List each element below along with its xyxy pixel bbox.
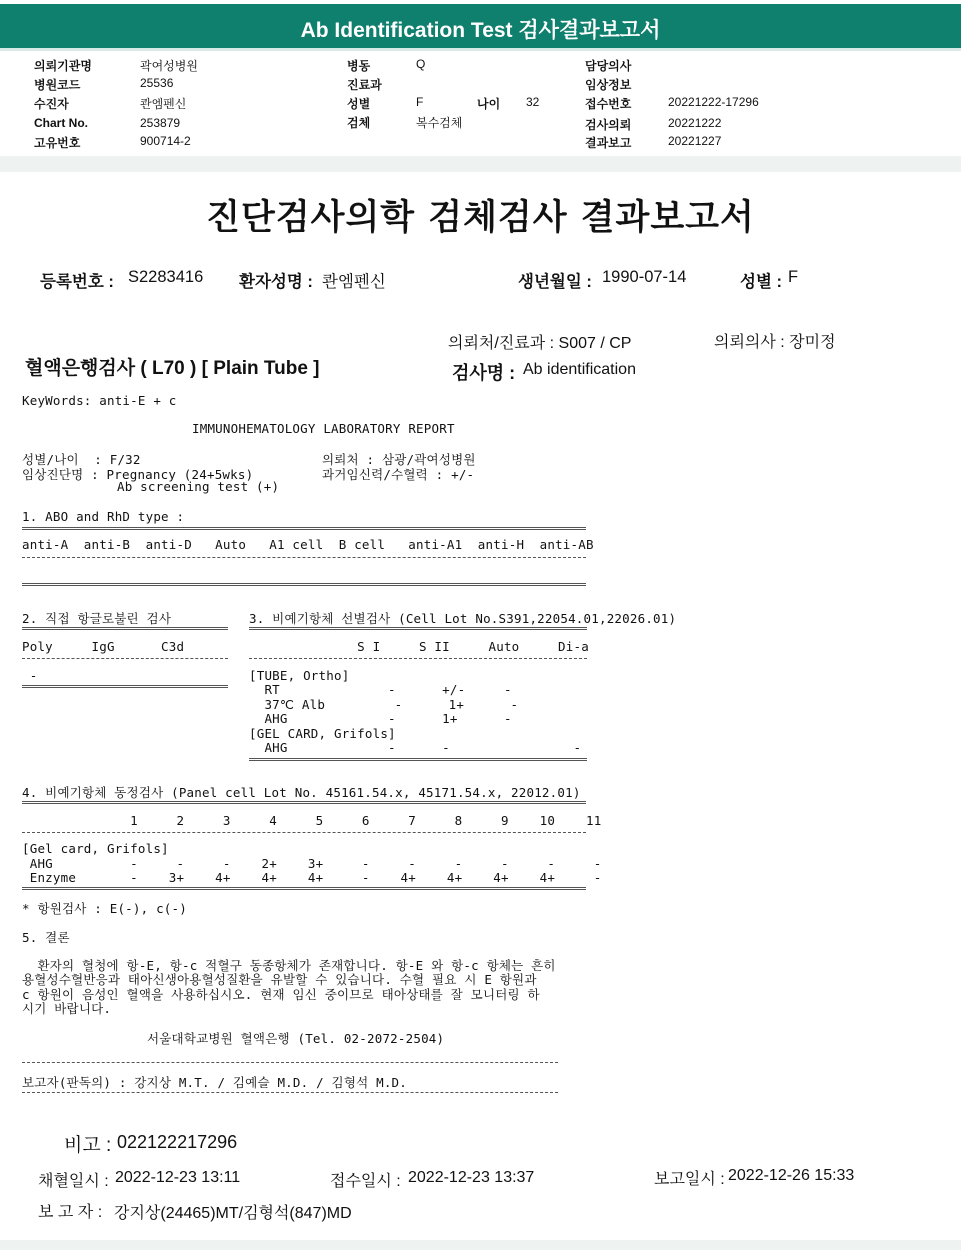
title-bar-text: Ab Identification Test 검사결과보고서 [300, 19, 661, 42]
header-value: 20221227 [668, 134, 722, 148]
dept-line: 의뢰처/진료과 : S007 / CP [448, 335, 632, 352]
lab-contact: 서울대학교병원 혈액은행 (Tel. 02-2072-2504) [147, 1031, 445, 1046]
diagnosis: 임상진단명 : Pregnancy (24+5wks) [22, 467, 254, 482]
header-label: 고유번호 [34, 136, 81, 150]
title-bar [0, 4, 961, 51]
rule [249, 627, 587, 630]
conclusion-line: 환자의 혈청에 항-E, 항-c 적혈구 동종항체가 존재합니다. 항-E 와 항-c 항체는 흔히 [22, 958, 556, 973]
rule [22, 627, 228, 630]
abo-header: anti-A anti-B anti-D Auto A1 cell B cell anti-A1 anti-H anti-AB [22, 537, 594, 552]
note-label: 비고 : [64, 1135, 112, 1156]
rule [249, 658, 587, 659]
dat-title: 2. 직접 항글로불린 검사 [22, 611, 172, 626]
test-label: 검사명 : [452, 363, 516, 383]
section-divider [0, 156, 961, 172]
screen-row: AHG - 1+ - [249, 711, 512, 726]
header-value: 콴엠펜신 [140, 97, 187, 111]
report-value: 2022-12-26 15:33 [728, 1167, 855, 1184]
dat-value: - [22, 668, 38, 683]
panel-row: Enzyme - 3+ 4+ 4+ 4+ - 4+ 4+ 4+ 4+ - [22, 870, 602, 885]
name-label: 환자성명 : [239, 273, 313, 291]
screen-row: [GEL CARD, Grifols] [249, 726, 396, 741]
header-label: 병동 [347, 59, 371, 73]
conclusion-line: 시기 바랍니다. [22, 1001, 112, 1016]
header-value: F [416, 95, 424, 109]
header-label: 검체 [347, 116, 371, 130]
header-label: 병원코드 [34, 78, 81, 92]
header-value: Q [416, 57, 426, 71]
header-label: 임상정보 [585, 78, 632, 92]
conclusion-title: 5. 결론 [22, 930, 70, 945]
header-label: 결과보고 [585, 136, 632, 150]
section-title: 혈액은행검사 ( L70 ) [ Plain Tube ] [25, 358, 320, 379]
reg-value: S2283416 [128, 268, 204, 286]
header-value: 20221222 [668, 116, 722, 130]
report-label: 보고일시 : [654, 1171, 725, 1188]
header-value: 32 [526, 95, 540, 109]
diagnosis-2: Ab screening test (+) [117, 479, 280, 494]
header-label: 성별 [347, 97, 371, 111]
receive-label: 접수일시 : [330, 1173, 401, 1190]
receive-value: 2022-12-23 13:37 [408, 1169, 535, 1186]
screen-row: 37℃ Alb - 1+ - [249, 697, 519, 712]
rule [22, 685, 228, 688]
screen-header: S I S II Auto Di-a [249, 639, 589, 654]
rule [249, 758, 587, 761]
header-value: 25536 [140, 76, 174, 90]
reporter-label: 보 고 자 : [38, 1204, 103, 1221]
header-label: 진료과 [347, 78, 382, 92]
header-value: 곽여성병원 [140, 59, 198, 73]
test-value: Ab identification [523, 361, 636, 378]
dat-header: Poly IgG C3d [22, 639, 185, 654]
reporters: 보고자(판독의) : 강지상 M.T. / 김예슬 M.D. / 김형석 M.D. [22, 1075, 407, 1090]
doctor-line: 의뢰의사 : 장미정 [714, 334, 836, 351]
rule [22, 832, 586, 833]
patient-header [0, 53, 961, 153]
panel-header: 1 2 3 4 5 6 7 8 9 10 11 [22, 813, 602, 828]
scanned-report [2, 172, 959, 1247]
reg-label: 등록번호 : [40, 273, 114, 291]
bottom-strip [0, 1240, 961, 1250]
keywords: KeyWords: anti-E + c [22, 393, 177, 408]
panel-title: 4. 비예기항체 동정검사 (Panel cell Lot No. 45161.54.x, 45171.54.x, 22012.01) [22, 785, 581, 800]
header-label: Chart No. [34, 116, 88, 130]
name-value: 콴엠펜신 [322, 273, 386, 291]
header-label: 나이 [477, 97, 501, 111]
screen-row: AHG - - - [249, 740, 582, 755]
rule [22, 887, 586, 890]
sex-age: 성별/나이 : F/32 [22, 452, 141, 467]
header-value: 253879 [140, 116, 181, 130]
screen-title: 3. 비예기항체 선별검사 (Cell Lot No.S391,22054.01,22026.01) [249, 611, 677, 626]
rule [22, 658, 228, 659]
rule [22, 801, 586, 804]
header-label: 담당의사 [585, 59, 632, 73]
panel-row: [Gel card, Grifols] [22, 841, 169, 856]
rule [22, 1062, 558, 1063]
header-value: 900714-2 [140, 134, 191, 148]
rule [22, 583, 586, 586]
lab-report-title: IMMUNOHEMATOLOGY LABORATORY REPORT [192, 421, 455, 436]
header-label: 접수번호 [585, 97, 632, 111]
screen-row: RT - +/- - [249, 682, 512, 697]
history: 과거임신력/수혈력 : +/- [322, 467, 475, 482]
abo-title: 1. ABO and RhD type : [22, 509, 185, 524]
conclusion-line: 용혈성수혈반응과 태아신생아용혈성질환을 유발할 수 있습니다. 수혈 필요 시 E 항원과 [22, 972, 537, 987]
rule [22, 527, 586, 530]
header-label: 의뢰기관명 [34, 59, 92, 73]
collect-value: 2022-12-23 13:11 [115, 1169, 241, 1186]
header-value: 20221222-17296 [668, 95, 759, 109]
note-value: 022122217296 [117, 1132, 238, 1152]
header-value: 복수검체 [416, 116, 463, 130]
report-title: 진단검사의학 검체검사 결과보고서 [206, 198, 755, 238]
conclusion-line: c 항원이 음성인 혈액을 사용하십시오. 현재 임신 중이므로 태아상태를 잘 모니터링 하 [22, 987, 540, 1002]
rule [22, 557, 586, 558]
reporter-value: 강지상(24465)MT/김형석(847)MD [114, 1205, 352, 1222]
antigen-test: * 항원검사 : E(-), c(-) [22, 901, 187, 916]
dob-value: 1990-07-14 [602, 268, 687, 286]
screen-row: [TUBE, Ortho] [249, 668, 350, 683]
rule [22, 1092, 558, 1093]
referral: 의뢰처 : 삼광/곽여성병원 [322, 452, 476, 467]
sex-label: 성별 : [740, 273, 782, 291]
collect-label: 채혈일시 : [38, 1173, 109, 1190]
panel-row: AHG - - - 2+ 3+ - - - - - - [22, 856, 602, 871]
dob-label: 생년월일 : [518, 273, 592, 291]
header-label: 수진자 [34, 97, 69, 111]
header-label: 검사의뢰 [585, 118, 632, 132]
sex-value: F [788, 268, 799, 286]
